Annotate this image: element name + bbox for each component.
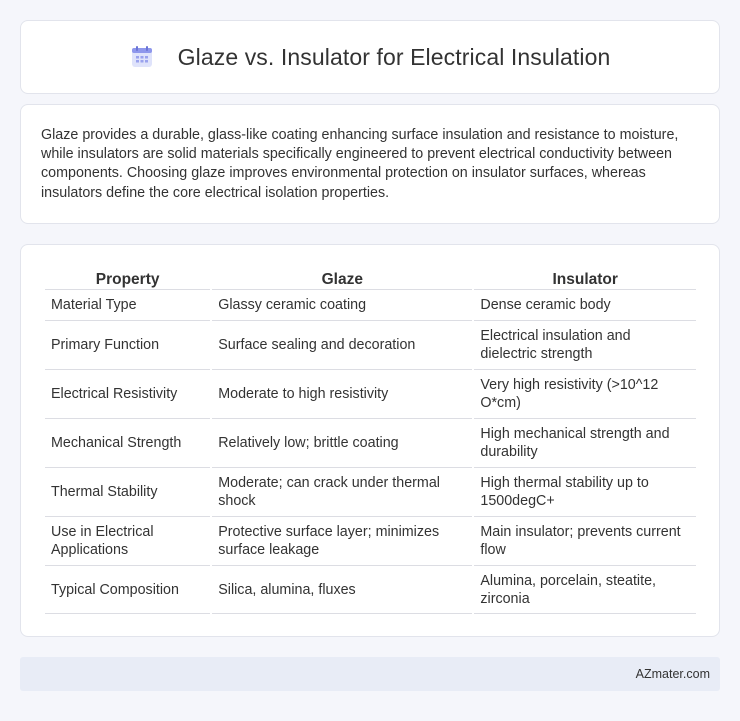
cell-insulator: Alumina, porcelain, steatite, zirconia [474,565,696,614]
cell-property: Material Type [45,289,210,320]
table-row [45,320,696,369]
cell-property: Thermal Stability [45,467,210,516]
cell-glaze: Moderate to high resistivity [212,369,472,418]
cell-glaze: Moderate; can crack under thermal shock [212,467,472,516]
cell-property: Use in Electrical Applications [45,516,210,565]
cell-property: Electrical Resistivity [45,369,210,418]
cell-glaze: Glassy ceramic coating [212,289,472,320]
page-title: Glaze vs. Insulator for Electrical Insulation [177,43,611,70]
table-row [45,467,696,516]
table-row [45,369,696,418]
cell-glaze: Surface sealing and decoration [212,320,472,369]
cell-glaze: Silica, alumina, fluxes [212,565,472,614]
comparison-table-card [20,244,720,637]
cell-property: Typical Composition [45,565,210,614]
cell-insulator: High thermal stability up to 1500degC+ [474,467,696,516]
column-header-glaze: Glaze [321,271,363,288]
cell-glaze: Relatively low; brittle coating [212,418,472,467]
table-header-row [45,267,696,289]
cell-insulator: High mechanical strength and durability [474,418,696,467]
cell-insulator: Dense ceramic body [474,289,696,320]
intro-paragraph: Glaze provides a durable, glass-like coating enhancing surface insulation and resistance to moisture, while insulators are solid materials specifically engineered to prevent electrical conductivity between components. Choosing glaze improves environmental protection on insulator surfaces, whereas insulators define the core electrical isolation properties. [41,127,679,201]
cell-insulator: Very high resistivity (>10^12 O*cm) [474,369,696,418]
comparison-table [43,267,698,614]
cell-property: Primary Function [45,320,210,369]
footer-bar [20,657,720,691]
calendar-icon [130,45,154,69]
cell-glaze: Protective surface layer; minimizes surface leakage [212,516,472,565]
table-row [45,289,696,320]
table-row [45,418,696,467]
footer-brand: AZmater.com [635,667,710,681]
cell-insulator: Electrical insulation and dielectric strength [474,320,696,369]
intro-card [20,104,720,224]
table-row [45,516,696,565]
title-card [20,20,720,94]
cell-property: Mechanical Strength [45,418,210,467]
table-row [45,565,696,614]
column-header-insulator: Insulator [552,271,618,288]
column-header-property: Property [95,271,160,288]
cell-insulator: Main insulator; prevents current flow [474,516,696,565]
